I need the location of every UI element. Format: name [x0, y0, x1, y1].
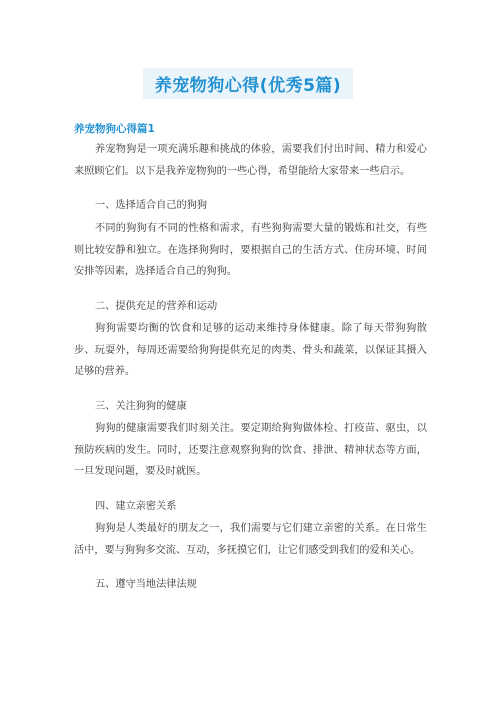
document-title: 养宠物狗心得(优秀5篇) — [143, 68, 353, 99]
heading-1: 一、选择适合自己的狗狗 — [95, 200, 208, 211]
paragraph-4: 狗狗是人类最好的朋友之一，我们需要与它们建立亲密的关系。在日常生活中，要与狗狗多交流、互动，多抚摸它们，让它们感受到我们的爱和关心。 — [74, 523, 427, 556]
heading-2: 二、提供充足的营养和运动 — [95, 301, 218, 312]
paragraph-3: 狗狗的健康需要我们时刻关注。要定期给狗狗做体检、打疫苗、驱虫，以预防疾病的发生。同时，还要注意观察狗狗的饮食、排泄、精神状态等方面，一旦发现问题，要及时就医。 — [74, 423, 427, 477]
heading-3: 三、关注狗狗的健康 — [95, 401, 187, 412]
heading-5: 五、遵守当地法律法规 — [95, 579, 197, 590]
paragraph-1: 不同的狗狗有不同的性格和需求，有些狗狗需要大量的锻炼和社交，有些则比较安静和独立。在选择狗狗时，要根据自己的生活方式、住房环境、时间安排等因素，选择适合自己的狗狗。 — [74, 223, 427, 277]
intro-paragraph: 养宠物狗是一项充满乐趣和挑战的体验，需要我们付出时间、精力和爱心来照顾它们。以下是我养宠物狗的一些心得，希望能给大家带来一些启示。 — [74, 144, 427, 177]
title-wrap — [0, 68, 496, 99]
heading-4: 四、建立亲密关系 — [95, 501, 177, 512]
section-title: 养宠物狗心得篇1 — [74, 123, 155, 135]
paragraph-2: 狗狗需要均衡的饮食和足够的运动来维持身体健康。除了每天带狗狗散步、玩耍外，每周还需要给狗狗提供充足的肉类、骨头和蔬菜，以保证其摄入足够的营养。 — [74, 323, 427, 377]
